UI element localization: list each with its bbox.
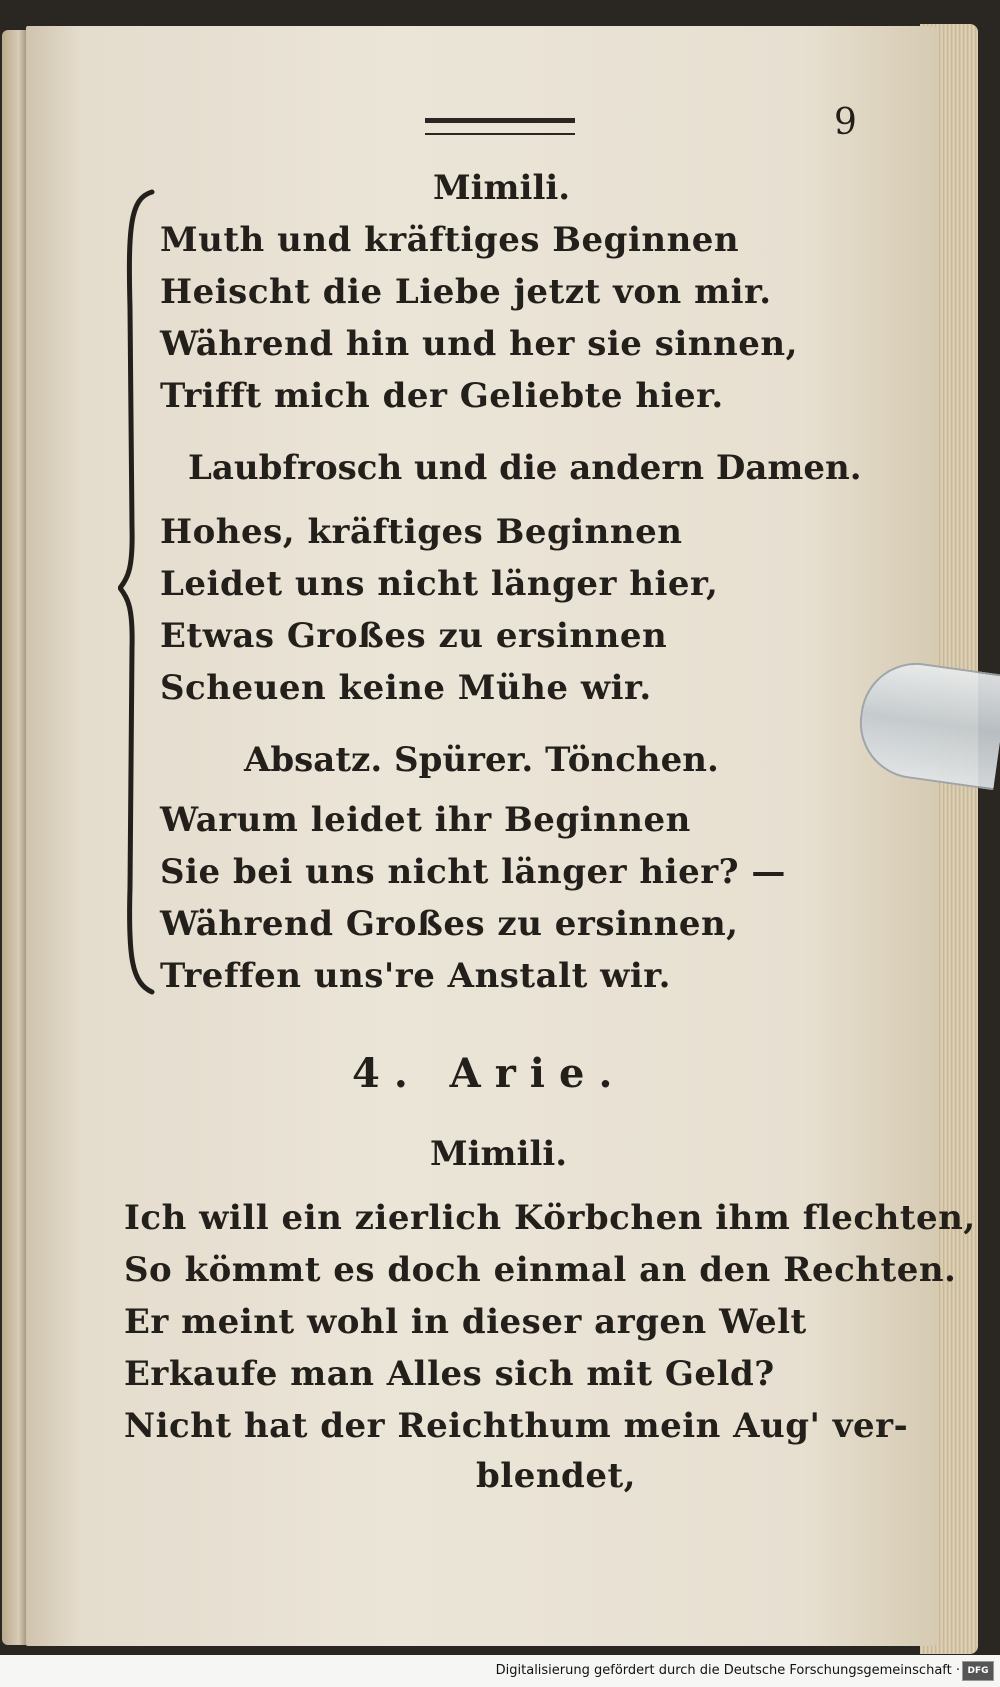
header-rule	[425, 118, 575, 135]
verse-line: Hohes, kräftiges Beginnen	[160, 512, 683, 552]
digitization-footer	[0, 1655, 1000, 1687]
verse-line: Trifft mich der Geliebte hier.	[160, 376, 724, 416]
speaker-absatz-spuerer-toenchen: Absatz. Spürer. Tönchen.	[244, 740, 719, 780]
speaker-mimili: Mimili.	[433, 168, 571, 208]
verse-line: Während Großes zu ersinnen,	[160, 904, 739, 944]
verse-line: Muth und kräftiges Beginnen	[160, 220, 740, 260]
aria-line: Ich will ein zierlich Körbchen ihm flechten,	[124, 1198, 976, 1238]
page-number: 9	[834, 102, 857, 143]
aria-heading: 4. Arie.	[352, 1050, 627, 1097]
aria-line-continuation: blendet,	[476, 1456, 636, 1496]
aria-line: Erkaufe man Alles sich mit Geld?	[124, 1354, 775, 1394]
verse-line: Warum leidet ihr Beginnen	[160, 800, 691, 840]
verse-line: Heischt die Liebe jetzt von mir.	[160, 272, 772, 312]
speaker-laubfrosch: Laubfrosch und die andern Damen.	[188, 448, 862, 488]
verse-line: Sie bei uns nicht länger hier? —	[160, 852, 786, 892]
speaker-mimili-aria: Mimili.	[430, 1134, 568, 1174]
funding-credit: Digitalisierung gefördert durch die Deutsche Forschungsgemeinschaft ·	[495, 1663, 960, 1678]
trio-brace	[118, 188, 158, 996]
verse-line: Während hin und her sie sinnen,	[160, 324, 798, 364]
verse-line: Leidet uns nicht länger hier,	[160, 564, 719, 604]
aria-line: Er meint wohl in dieser argen Welt	[124, 1302, 807, 1342]
dfg-logo: DFG	[962, 1661, 994, 1681]
verse-line: Scheuen keine Mühe wir.	[160, 668, 652, 708]
aria-line: Nicht hat der Reichthum mein Aug' ver-	[124, 1406, 909, 1446]
verse-line: Treffen uns're Anstalt wir.	[160, 956, 671, 996]
aria-line: So kömmt es doch einmal an den Rechten.	[124, 1250, 957, 1290]
verse-line: Etwas Großes zu ersinnen	[160, 616, 668, 656]
